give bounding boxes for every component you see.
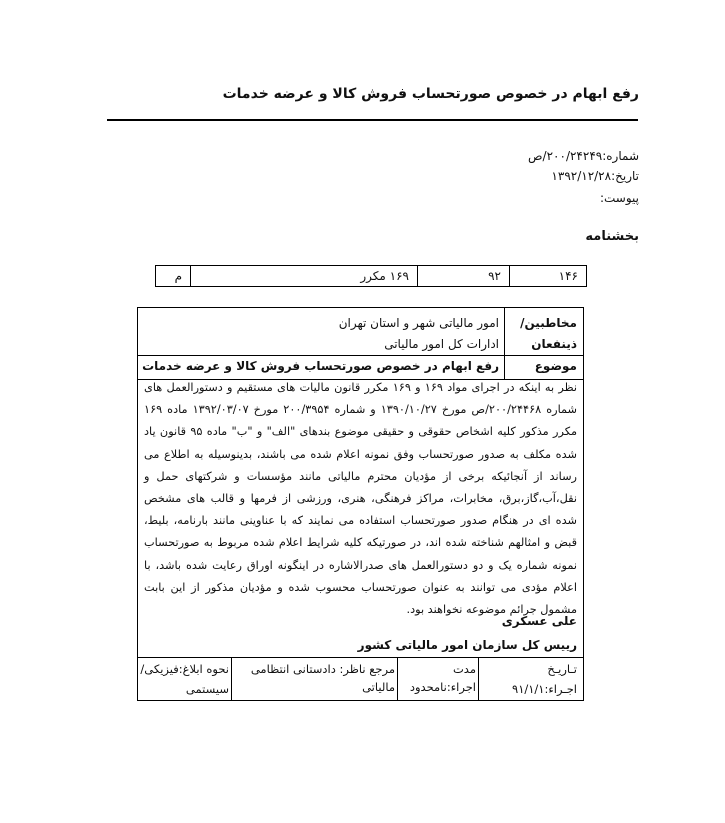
footer-separator xyxy=(231,657,232,701)
reference-cell: ۱۶۹ مکرر xyxy=(191,266,418,287)
letter-date: تاریخ:۱۳۹۲/۱۲/۲۸ xyxy=(551,169,639,183)
letter-box xyxy=(137,307,584,701)
subject-text: رفع ابهام در خصوص صورتحساب فروش کالا و عرضه خدمات xyxy=(142,359,499,373)
footer-divider xyxy=(138,657,583,658)
exec-date-value: اجـراء:۹۱/۱/۱ xyxy=(512,682,577,696)
notice-method: نحوه ابلاغ:فیزیکی/ xyxy=(140,662,229,676)
reference-cell: م xyxy=(156,266,191,287)
notice-method-2: سیستمی xyxy=(185,682,229,696)
title-divider xyxy=(107,119,638,121)
footer-separator xyxy=(478,657,479,701)
duration: مدت اجراء:نامحدود xyxy=(409,662,476,694)
supervising-authority: مرجع ناظر: دادستانی انتظامی مالیاتی xyxy=(250,662,395,694)
recipients-label: مخاطبین/ xyxy=(520,316,577,330)
label-separator xyxy=(504,308,505,379)
reference-cell: ۱۴۶ xyxy=(510,266,587,287)
row-divider xyxy=(138,355,583,356)
document-title: رفع ابهام در خصوص صورتحساب فروش کالا و عرضه خدمات xyxy=(222,86,639,102)
signer-name: علی عسکری xyxy=(501,614,577,628)
reference-table xyxy=(155,265,587,287)
exec-date-label: تـاریـخ xyxy=(547,662,577,676)
recipient-1: امور مالیاتی شهر و استان تهران xyxy=(338,316,499,330)
letter-attachment: پیوست: xyxy=(599,191,639,205)
letter-number: شماره:۲۰۰/۲۴۲۴۹/ص xyxy=(528,149,639,163)
footer-separator xyxy=(397,657,398,701)
subject-label: موضوع xyxy=(534,359,577,373)
reference-cell: ۹۲ xyxy=(418,266,510,287)
signer-title: رییس کل سازمان امور مالیاتی کشور xyxy=(357,638,577,652)
recipient-2: ادارات کل امور مالیاتی xyxy=(384,337,499,351)
letter-body: نظر به اینکه در اجرای مواد ۱۶۹ و ۱۶۹ مکرر قانون مالیات های مستقیم و دستورالعمل های شماره ۲۰۰/۲۴۴۶۸/ص مورخ ۱۳۹۰/۱۰/۲۷ و شماره ۲۰۰/۳۹۵۴ مورخ ۱۳۹۲/۰۳/۰۷ ماده ۱۶۹ مکرر مذکور کلیه اشخاص حقوقی و حقیقی موضوع بندهای "الف" و "ب" ماده ۹۵ قانون یاد شده مکلف به صدور صورتحساب وفق نمونه اعلام شده می باشند، بدینوسیله به اطلاع می رساند از آنجائیکه برخی از مؤدیان محترم مالیاتی مانند مؤسسات و شرکتهای حمل و نقل،آب،گاز،برق، مخابرات، مراکز فرهنگی، هنری، ورزشی از فرمها و قالب های مشخص شده ای در هنگام صدور صورتحساب استفاده می نمایند که با عناوینی مانند بارنامه، بلیط، قبض و امثالهم شناخته شده اند، در صورتیکه کلیه شرایط اعلام شده مربوط به صورتحساب نمونه شماره یک و دو دستورالعمل های صدرالاشاره در اینگونه اوراق رعایت شده باشد، با اعلام مؤدی می توانند به عنوان صورتحساب محسوب شده و مؤدیان مذکور از این بابت مشمول جرائم موضوعه نخواهند بود. xyxy=(144,381,578,617)
recipients-label-2: ذینفعان xyxy=(531,337,577,351)
document-type: بخشنامه xyxy=(585,229,639,244)
